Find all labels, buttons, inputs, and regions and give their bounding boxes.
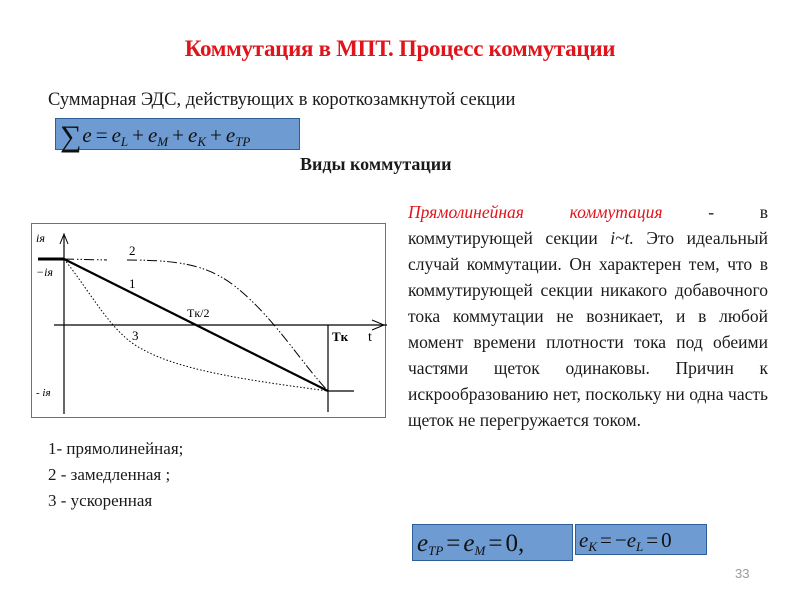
commutation-diagram: [31, 223, 386, 418]
curve-label-2: 2: [129, 243, 136, 258]
tk-half-label: Tк/2: [187, 306, 210, 320]
page-number: 33: [735, 566, 750, 581]
curve-legend: [48, 436, 183, 514]
y-label-bottom: - iя: [36, 387, 51, 399]
x-label-t: t: [368, 330, 372, 345]
linear-commutation-description: Прямолинейная коммутация - в коммутирующей секции i~t. Это идеальный случай коммутации. Он характерен тем, что в коммутирующей секции никакого добавочного тока коммутации не возникает, и в любой момент времени плотности тока под обеими частями щеток одинаковы. Причин к искрообразованию нет, поскольку ни одна часть щеток не перегружается током.: [408, 202, 768, 430]
legend-item-1: 1- прямолинейная;: [48, 439, 184, 458]
slide-title: Коммутация в МПТ. Процесс коммутации: [184, 36, 616, 61]
proportionality-expr: i~t.: [610, 228, 634, 248]
tk-label: Tк: [332, 329, 349, 344]
section-heading: Виды коммутации: [300, 154, 452, 174]
emf-subtitle: Суммарная ЭДС, действующих в короткозамкнутой секции: [48, 90, 516, 110]
curve-label-1: 1: [129, 276, 136, 291]
legend-item-3: 3 - ускоренная: [48, 491, 153, 510]
commutation-curves-svg: [32, 224, 387, 419]
condition-formula-2: $e_K = -e_L = 0$: [575, 524, 707, 555]
curve-label-3: 3: [132, 328, 139, 343]
y-label-neg-top: −iя: [36, 265, 54, 279]
accent-term: Прямолинейная коммутация: [408, 202, 663, 222]
emf-sum-formula: $\sum e = e_L + e_M + e_K + e_{TP}$: [55, 118, 300, 150]
sigma-symbol: ∑: [60, 120, 82, 153]
legend-item-2: 2 - замедленная ;: [48, 465, 171, 484]
condition-formula-1: $e_{TP} = e_M = 0$,: [412, 524, 573, 561]
y-label-top: iя: [36, 231, 45, 245]
